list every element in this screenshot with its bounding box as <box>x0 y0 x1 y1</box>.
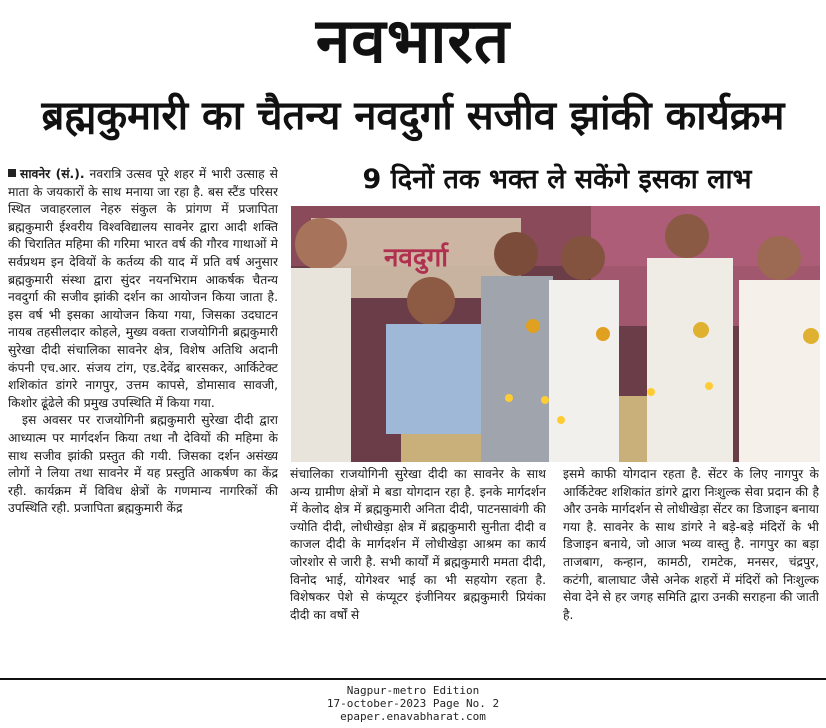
article-paragraph-2: इस अवसर पर राजयोगिनी ब्रह्मकुमारी सुरेखा दीदी द्वारा आध्यात्म पर मार्गदर्शन किया तथा नौ देवियों की महिमा के साथ सजीव झांकी प्रस्तुत की गयी. जिसका दर्शन असंख्य लोगों ने लिया तथा सावनेर में यह प्रस्तुति आकर्षण का केंद्र रही. कार्यक्रम में विविध क्षेत्रों के गणमान्य नागरिकों की उपस्थिति रही. प्रजापिता ब्रह्मकुमारी केंद्र <box>8 413 278 516</box>
footer-divider <box>0 678 826 680</box>
event-photo <box>291 206 820 462</box>
footer-date-page: 17-october-2023 Page No. 2 <box>326 697 500 710</box>
article-subheadline: 9 दिनों तक भक्त ले सकेंगे इसका लाभ <box>362 164 752 195</box>
footer-url: epaper.enavabharat.com <box>340 710 486 723</box>
bullet-square-icon <box>8 169 16 177</box>
article-column-2 <box>290 466 546 672</box>
article-paragraph-1-text: नवरात्रि उत्सव पूरे शहर में भारी उत्साह से माता के जयकारों के साथ मनाया जा रहा है. बस स्टैंड परिसर स्थित जवाहरलाल नेहरु संकुल के प्रांगण में प्रजापिता ब्रह्मकुमारी ईश्वरीय विश्वविद्यालय सावनेर द्वारा आदी शक्ति की चिरातित महिमा की गरिमा भारत वर्ष की गौरव गाथाओं मे सर्वप्रथम इन देवियों के कर्तव्य की याद में प्रति वर्ष अनुसार ब्रह्मकुमारी संस्था द्वारा सुंदर नयनभिराम आकर्षक चैतन्य नवदुर्गा की सजीव झांकी दर्शन का आयोजन किया जाता है. इस वर्ष भी इसका आयोजन किया गया, जिसका उदघाटन नायब तहसीलदार कोहले, मुख्य वक्ता राजयोगिनी ब्रह्मकुमारी सुरेखा दीदी संचालिका सावनेर क्षेत्र, विशेष अतिथि अदानी कंपनी एच.आर. संजय टांग, एड.देवेंद्र बारसकर, आर्किटेक्ट शशिकांत डांगरे नागपुर, उत्तम कापसे, डोमासाव सावजी, किशोर ढूंढेले की प्रमुख उपस्थिति में किया गया. <box>8 167 278 410</box>
group-photo-lamp-lighting-icon <box>291 206 820 462</box>
photo-banner-text: नवदुर्गा <box>383 243 449 273</box>
article-headline: ब्रह्मकुमारी का चैतन्य नवदुर्गा सजीव झांकी कार्यक्रम <box>41 93 785 139</box>
article-column-3-text: इसमे काफी योगदान रहता है. सेंटर के लिए नागपुर के आर्किटेक्ट शशिकांत डांगरे द्वारा निःशुल्क सेवा प्रदान की है और उनके मार्गदर्शन से लोधीखेड़ा सेंटर का डिजाइन बनाया गया है. सावनेर के साथ डांगरे ने बड़े-बड़े मंदिरों के भी डिजाइन बनाये, जो आज भव्य वास्तु है. नागपुर का बड़ा ताजबाग, कन्हान, कामठी, रामटेक, मनसर, चंद्रपुर, कटंगी, बालाघाट जैसे अनेक शहरों में मंदिरों को निःशुल्क सेवा देने से हर जगह समिति द्वारा उनकी सराहना की जाती है. <box>563 467 819 622</box>
article-column-1 <box>8 166 278 672</box>
article-column-3 <box>563 466 819 672</box>
article-paragraph-1 <box>8 166 278 412</box>
footer <box>0 684 826 723</box>
newspaper-masthead: नवभारत <box>315 4 511 77</box>
footer-edition: Nagpur-metro Edition <box>346 684 480 697</box>
article-column-2-text: संचालिका राजयोगिनी सुरेखा दीदी का सावनेर के साथ अन्य ग्रामीण क्षेत्रों मे बडा योगदान रहा है. इनके मार्गदर्शन में केलोद क्षेत्र में ब्रह्मकुमारी अनिता दीदी, पाटनसावंगी की ज्योति दीदी, लोधीखेड़ा क्षेत्र में ब्रह्मकुमारी सुनीता दीदी व काजल दीदी के मार्गदर्शन में लोधीखेड़ा आश्रम का कार्य जोरशोर से जारी है. सभी कार्यों में ब्रह्मकुमारी ममता दीदी, विनोद भाई, योगेश्वर भाई का भी सहयोग रहता है. विशेषकर पेशे से कंप्यूटर इंजीनियर ब्रह्मकुमारी प्रियंका दीदी का वर्षों से <box>290 467 546 622</box>
article-dateline: सावनेर (सं.). <box>20 167 85 181</box>
